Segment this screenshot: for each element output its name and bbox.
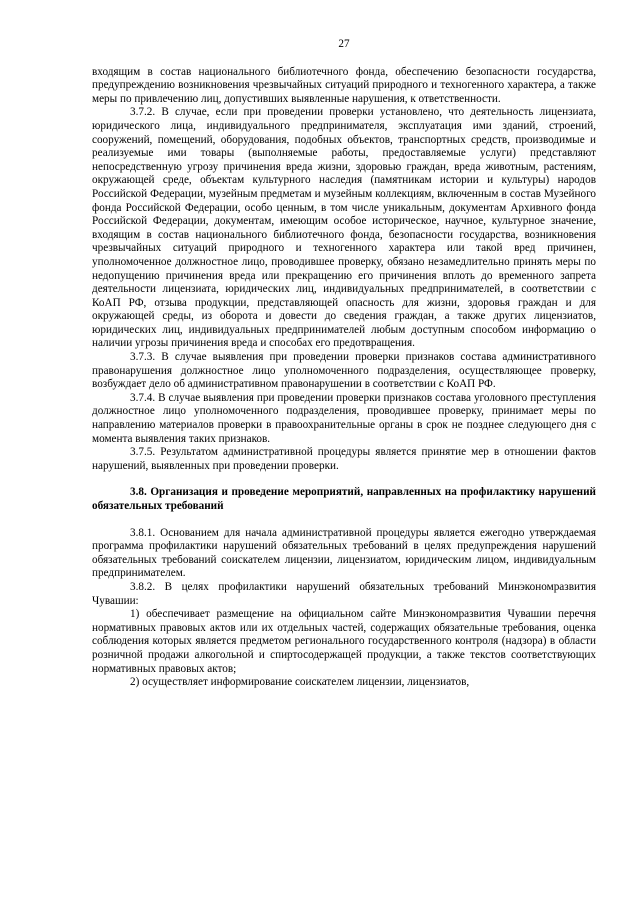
paragraph-3-8-2: 3.8.2. В целях профилактики нарушений обязательных требований Минэкономразвития Чувашии: [92, 580, 596, 607]
list-item-1: 1) обеспечивает размещение на официальном сайте Минэкономразвития Чувашии перечня нормативных правовых актов или их отдельных частей, содержащих обязательные требования, оценка соблюдения которых является предметом регионального государственного контроля (надзора) в области розничной продажи алкогольной и спиртосодержащей продукции, а также текстов соответствующих нормативных правовых актов; [92, 608, 596, 675]
paragraph-continuation: входящим в состав национального библиотечного фонда, обеспечению безопасности государства, предупреждению возникновения чрезвычайных ситуаций природного и техногенного характера, а также меры по привлечению лиц, допустивших выявленные нарушения, к ответственности. [92, 65, 596, 105]
paragraph-3-7-5: 3.7.5. Результатом административной процедуры является принятие мер в отношении фактов нарушений, выявленных при проведении проверки. [92, 446, 596, 472]
paragraph-3-7-2: 3.7.2. В случае, если при проведении проверки установлено, что деятельность лицензиата, юридического лица, индивидуального предпринимателя, эксплуатация ими зданий, строений, сооружений, помещений, оборудования, подобных объектов, транспортных средств, производимые и реализуемые ими товары (выполняемые работы, предоставляемые услуги) представляют непосредственную угрозу причинения вреда жизни, здоровью граждан, вреда животным, растениям, окружающей среде, объектам культурного наследия (памятникам истории и культуры) народов Российской Федерации, музейным предметам и музейным коллекциям, включенным в состав Музейного фонда Российской Федерации, особо ценным, в том числе уникальным, документам Архивного фонда Российской Федерации, документам, имеющим особое историческое, научное, культурное значение, входящим в состав национального библиотечного фонда, безопасности государства, возникновения чрезвычайных ситуаций природного и техногенного характера или такой вред причинен, уполномоченное должностное лицо, проводившее проверку, обязано незамедлительно принять меры по недопущению причинения вреда или прекращению его причинения вплоть до временного запрета деятельности лицензиата, юридических лиц, индивидуальных предпринимателей, в соответствии с КоАП РФ, отзыва продукции, представляющей опасность для жизни, здоровья граждан и для окружающей среды, из оборота и довести до сведения граждан, а также других лицензиатов, юридических лиц, индивидуальных предпринимателей любым доступным способом информацию о наличии угрозы причинения вреда и способах его предотвращения. [92, 106, 596, 350]
section-heading-3-8: 3.8. Организация и проведение мероприятий, направленных на профилактику нарушений обязательных требований [92, 486, 596, 512]
list-item-2: 2) осуществляет информирование соискателем лицензии, лицензиатов, [130, 676, 470, 689]
paragraph-3-7-3: 3.7.3. В случае выявления при проведении проверки признаков состава административного правонарушения должностное лицо уполномоченного подразделения, осуществляющее проверку, возбуждает дело об административном правонарушении в соответствии с КоАП РФ. [92, 351, 596, 391]
document-page [92, 38, 596, 690]
paragraph-3-8-1: 3.8.1. Основанием для начала административной процедуры является ежегодно утверждаемая программа профилактики нарушений обязательных требований в целях предупреждения нарушений обязательных требований соискателем лицензии, лицензиатом, юридическим лицом, индивидуальным предпринимателем. [92, 526, 596, 580]
page-number: 27 [338, 38, 350, 50]
paragraph-3-7-4: 3.7.4. В случае выявления при проведении проверки признаков состава уголовного преступления должностное лицо уполномоченного подразделения, проводившее проверку, принимает меры по направлению материалов проверки в правоохранительные органы в срок не позднее следующего дня с момента выявления таких признаков. [92, 391, 596, 445]
